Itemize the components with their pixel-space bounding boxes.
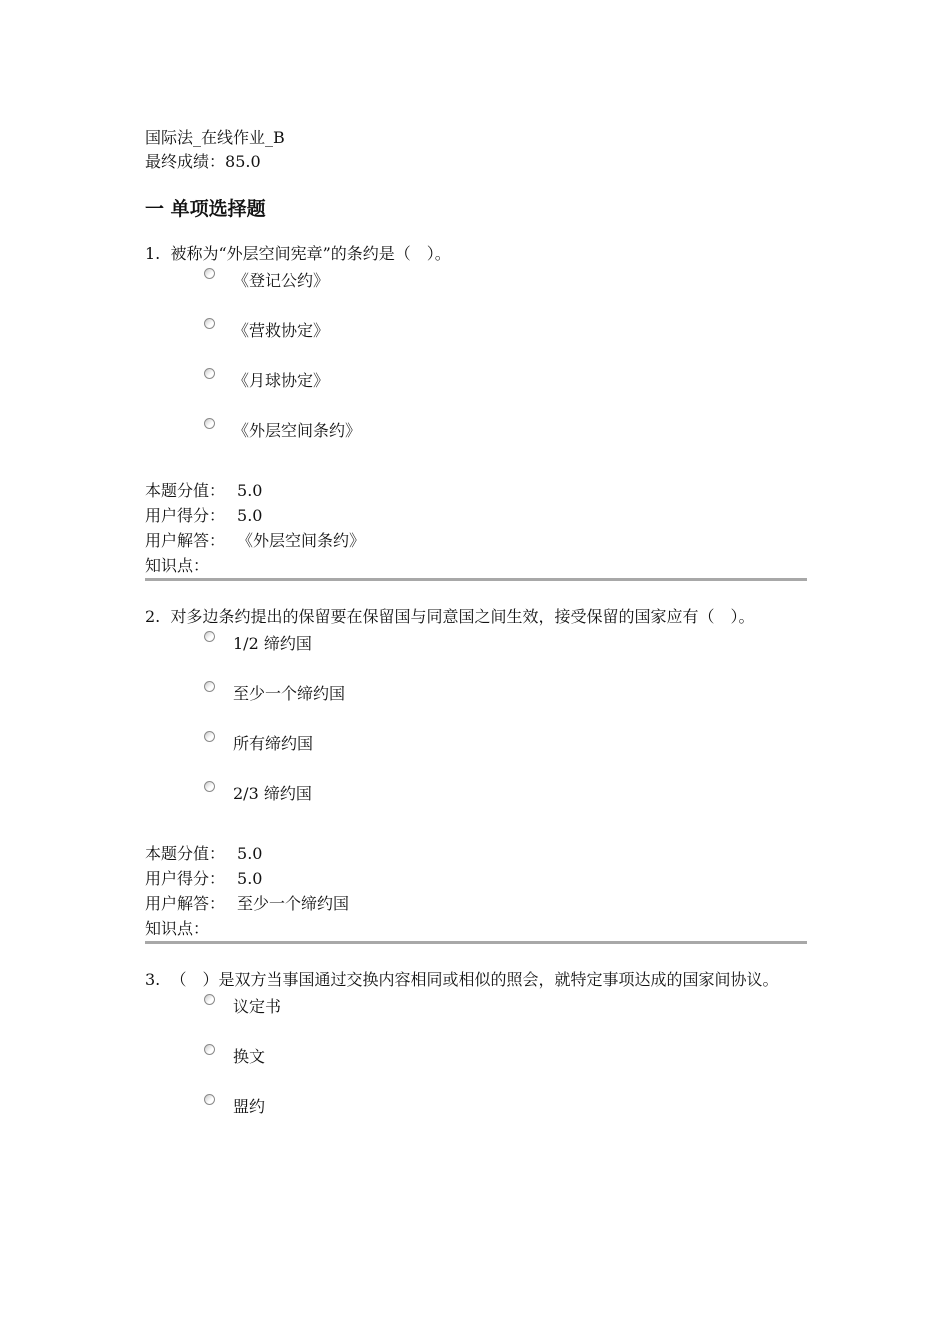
- option-label: 2/3 缔约国: [233, 784, 312, 803]
- user-answer-value: 《外层空间条约》: [237, 531, 366, 550]
- question-2: [145, 605, 807, 941]
- score-row: [145, 841, 807, 866]
- question-text: [145, 242, 807, 266]
- question-number: 3.: [145, 970, 161, 989]
- question-meta: [145, 841, 807, 941]
- knowledge-label: 知识点：: [145, 919, 210, 938]
- option-label: 《外层空间条约》: [233, 421, 362, 440]
- option-item[interactable]: [204, 633, 807, 683]
- question-3: [145, 968, 807, 1146]
- user-answer-row: [145, 528, 807, 553]
- radio-button-icon[interactable]: [204, 781, 215, 792]
- user-score-label: 用户得分：: [145, 869, 226, 888]
- score-label: 本题分值：: [145, 481, 226, 500]
- user-score-label: 用户得分：: [145, 506, 226, 525]
- option-item[interactable]: [204, 420, 807, 470]
- user-answer-label: 用户解答：: [145, 894, 226, 913]
- score-label: 本题分值：: [145, 844, 226, 863]
- document-page: [145, 126, 807, 1146]
- option-label: 所有缔约国: [233, 734, 314, 753]
- option-label: 《月球协定》: [233, 371, 330, 390]
- option-item[interactable]: [204, 320, 807, 370]
- divider: [145, 941, 807, 944]
- option-item[interactable]: [204, 733, 807, 783]
- question-text: [145, 605, 807, 629]
- final-score: [145, 150, 807, 174]
- user-score-value: 5.0: [237, 869, 263, 888]
- question-text: [145, 968, 807, 992]
- option-list: [145, 270, 807, 470]
- radio-button-icon[interactable]: [204, 1044, 215, 1055]
- option-item[interactable]: [204, 1096, 807, 1146]
- radio-button-icon[interactable]: [204, 418, 215, 429]
- score-row: [145, 478, 807, 503]
- option-label: 1/2 缔约国: [233, 634, 312, 653]
- option-item[interactable]: [204, 683, 807, 733]
- radio-button-icon[interactable]: [204, 994, 215, 1005]
- radio-button-icon[interactable]: [204, 318, 215, 329]
- final-score-label: 最终成绩：: [145, 152, 226, 171]
- final-score-value: 85.0: [225, 152, 261, 171]
- knowledge-label: 知识点：: [145, 556, 210, 575]
- option-label: 《营救协定》: [233, 321, 330, 340]
- option-label: 至少一个缔约国: [233, 684, 346, 703]
- user-score-value: 5.0: [237, 506, 263, 525]
- question-1: [145, 242, 807, 578]
- question-stem: （ ）是双方当事国通过交换内容相同或相似的照会，就特定事项达成的国家间协议。: [170, 970, 779, 989]
- score-value: 5.0: [237, 481, 263, 500]
- option-list: [145, 633, 807, 833]
- option-label: 议定书: [233, 997, 282, 1016]
- user-score-row: [145, 503, 807, 528]
- option-item[interactable]: [204, 783, 807, 833]
- user-score-row: [145, 866, 807, 891]
- option-label: 换文: [233, 1047, 266, 1066]
- question-number: 1.: [145, 244, 161, 263]
- radio-button-icon[interactable]: [204, 368, 215, 379]
- knowledge-row: [145, 916, 807, 941]
- radio-button-icon[interactable]: [204, 268, 215, 279]
- user-answer-value: 至少一个缔约国: [237, 894, 350, 913]
- radio-button-icon[interactable]: [204, 1094, 215, 1105]
- question-stem: 被称为“外层空间宪章”的条约是（ ）。: [170, 244, 451, 263]
- section-title: 一 单项选择题: [145, 198, 266, 220]
- question-stem: 对多边条约提出的保留要在保留国与同意国之间生效，接受保留的国家应有（ ）。: [170, 607, 755, 626]
- question-number: 2.: [145, 607, 161, 626]
- option-label: 盟约: [233, 1097, 266, 1116]
- option-item[interactable]: [204, 370, 807, 420]
- radio-button-icon[interactable]: [204, 681, 215, 692]
- knowledge-row: [145, 553, 807, 578]
- option-item[interactable]: [204, 996, 807, 1046]
- user-answer-label: 用户解答：: [145, 531, 226, 550]
- radio-button-icon[interactable]: [204, 731, 215, 742]
- divider: [145, 578, 807, 581]
- user-answer-row: [145, 891, 807, 916]
- question-meta: [145, 478, 807, 578]
- option-label: 《登记公约》: [233, 271, 330, 290]
- option-item[interactable]: [204, 270, 807, 320]
- option-item[interactable]: [204, 1046, 807, 1096]
- option-list: [145, 996, 807, 1146]
- radio-button-icon[interactable]: [204, 631, 215, 642]
- score-value: 5.0: [237, 844, 263, 863]
- assignment-title: 国际法_在线作业_B: [145, 128, 285, 147]
